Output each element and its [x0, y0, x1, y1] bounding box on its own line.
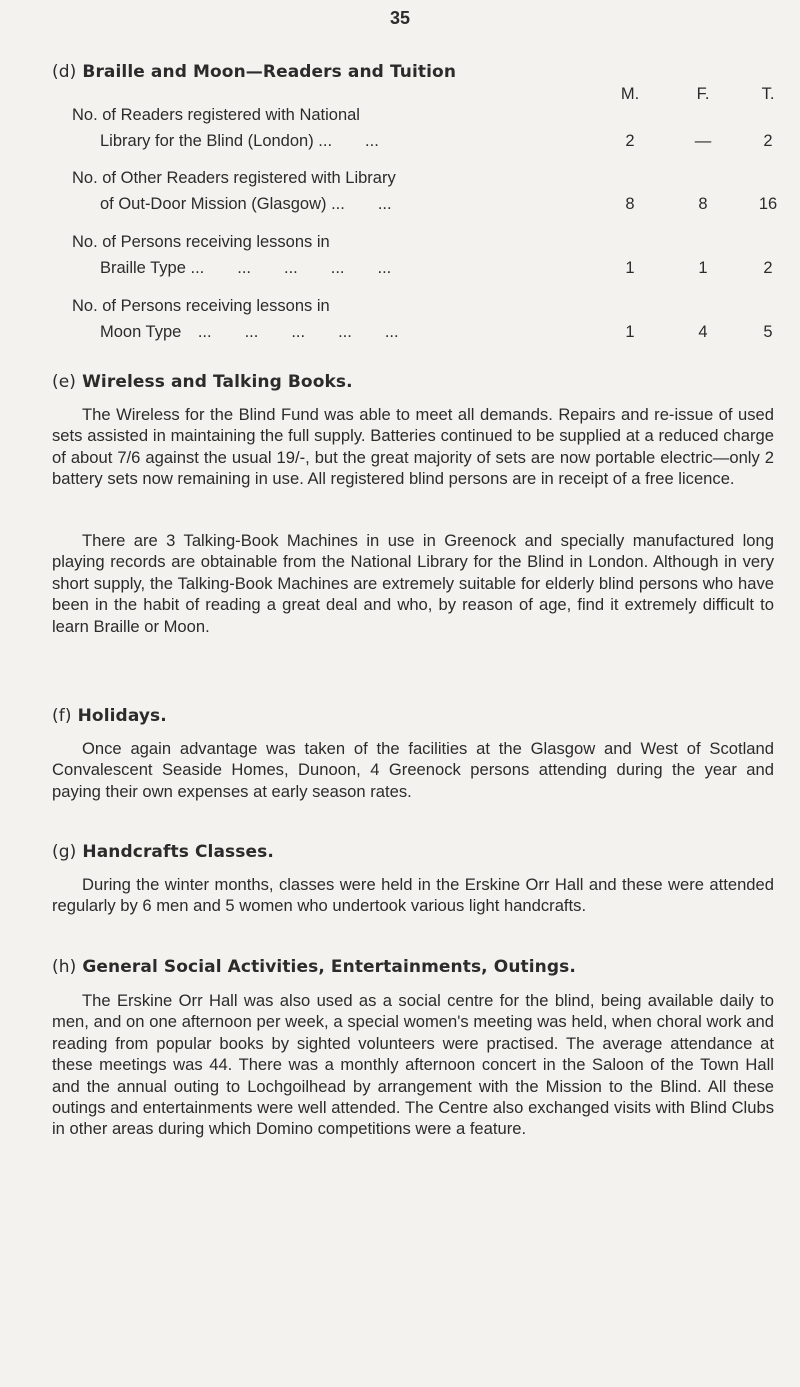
- wireless-paragraph-2: [52, 530, 774, 637]
- section-g-heading: [52, 842, 274, 862]
- row-label-line2: Library for the Blind (London) ... ...: [100, 132, 379, 150]
- row-label-line1: No. of Other Readers registered with Library: [72, 169, 396, 187]
- row-label-line1: No. of Readers registered with National: [72, 106, 360, 124]
- value-f: 8: [698, 195, 708, 213]
- value-t: 2: [763, 132, 773, 150]
- social-text: The Erskine Orr Hall was also used as a social centre for the blind, being available daily to men, and on one afternoon per week, a special women's meeting was held, when choral work and reading from popular books by sighted volunteers were practised. The average attendance at these meetings was 44. There was a monthly afternoon concert in the Saloon of the Town Hall and the annual outing to Lochgoilhead by arrangement with the Mission to the Blind. All these outings and entertainments were well attended. The Centre also exchanged visits with Blind Clubs in other areas during which Domino competitions were a feature.: [52, 991, 774, 1139]
- section-e-label: (e): [52, 372, 77, 392]
- holidays-paragraph: [52, 738, 774, 802]
- value-m: 8: [625, 195, 635, 213]
- section-f-title: Holidays.: [77, 706, 167, 726]
- value-t: 16: [758, 195, 778, 213]
- column-header-t: T.: [761, 85, 775, 103]
- section-f-heading: [52, 706, 167, 726]
- wireless-text-2: There are 3 Talking-Book Machines in use in Greenock and specially manufactured long playing records are obtainable from the National Library for the Blind in London. Although in very short supply, the Talking-Book Machines are extremely suitable for elderly blind persons who have been in the habit of reading a great deal and who, by reason of age, find it extremely difficult to learn Braille or Moon.: [52, 531, 774, 636]
- value-m: 1: [625, 259, 635, 277]
- section-d-heading: [52, 62, 456, 82]
- value-f: 1: [698, 259, 708, 277]
- wireless-paragraph-1: [52, 404, 774, 490]
- wireless-text-1: The Wireless for the Blind Fund was able to meet all demands. Repairs and re-issue of used sets assisted in maintaining the full supply. Batteries continued to be supplied at a reduced charge of about 7/6 against the usual 19/-, but the great majority of sets are now portable electric—only 2 battery sets now remaining in use. All registered blind persons are in receipt of a free licence.: [52, 405, 774, 489]
- holidays-text: Once again advantage was taken of the facilities at the Glasgow and West of Scotland Convalescent Seaside Homes, Dunoon, 4 Greenock persons attending during the year and paying their own expenses at early season rates.: [52, 739, 774, 801]
- value-m: 1: [625, 323, 635, 341]
- row-label-line2: Braille Type ... ... ... ... ...: [100, 259, 392, 277]
- section-h-label: (h): [52, 957, 77, 977]
- row-label-line1: No. of Persons receiving lessons in: [72, 233, 330, 251]
- section-d-label: (d): [52, 62, 77, 82]
- section-d-title: Braille and Moon—Readers and Tuition: [82, 62, 457, 82]
- value-f: —: [694, 132, 712, 150]
- section-g-title: Handcrafts Classes.: [82, 842, 274, 862]
- section-g-label: (g): [52, 842, 77, 862]
- row-label-line2: of Out-Door Mission (Glasgow) ... ...: [100, 195, 392, 213]
- handcrafts-text: During the winter months, classes were held in the Erskine Orr Hall and these were attended regularly by 6 men and 5 women who undertook various light handcrafts.: [52, 875, 774, 916]
- page-number: 35: [389, 8, 411, 28]
- section-f-label: (f): [52, 706, 72, 726]
- row-label-line1: No. of Persons receiving lessons in: [72, 297, 330, 315]
- handcrafts-paragraph: [52, 874, 774, 917]
- section-h-title: General Social Activities, Entertainments, Outings.: [82, 957, 576, 977]
- value-m: 2: [625, 132, 635, 150]
- column-header-m: M.: [620, 85, 640, 103]
- row-label-line2: Moon Type ... ... ... ... ...: [100, 323, 399, 341]
- value-f: 4: [698, 323, 708, 341]
- section-e-heading: [52, 372, 353, 392]
- value-t: 2: [763, 259, 773, 277]
- section-e-title: Wireless and Talking Books.: [82, 372, 353, 392]
- social-paragraph: [52, 990, 774, 1140]
- column-header-f: F.: [696, 85, 710, 103]
- value-t: 5: [763, 323, 773, 341]
- section-h-heading: [52, 957, 576, 977]
